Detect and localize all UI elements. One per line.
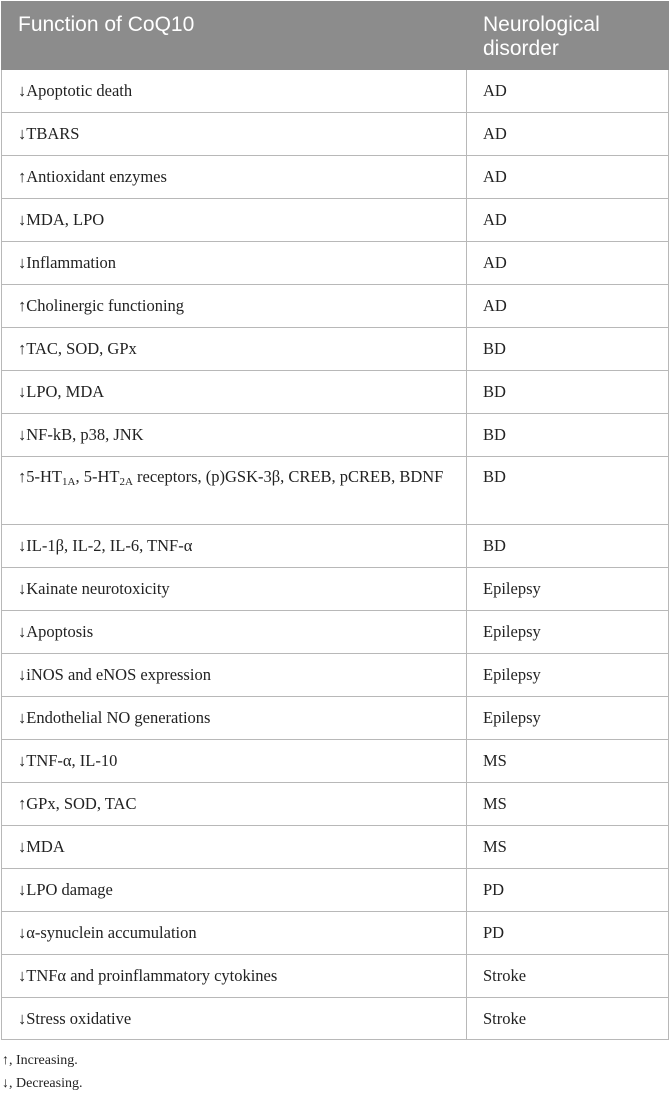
cell-function: ↑GPx, SOD, TAC [2,783,467,826]
cell-disorder: AD [467,113,669,156]
table-row [2,457,669,525]
cell-disorder: PD [467,912,669,955]
table-row [2,328,669,371]
table-row [2,568,669,611]
table-row [2,199,669,242]
cell-disorder: BD [467,525,669,568]
table-header-row [2,2,669,70]
cell-disorder: Epilepsy [467,654,669,697]
table-row [2,156,669,199]
cell-disorder: MS [467,783,669,826]
cell-function: ↓IL-1β, IL-2, IL-6, TNF-α [2,525,467,568]
cell-disorder: AD [467,156,669,199]
cell-function: ↓LPO damage [2,869,467,912]
coq10-function-table [1,1,669,1040]
cell-disorder: PD [467,869,669,912]
cell-disorder: AD [467,70,669,113]
function-text-b: , 5-HT [75,467,120,486]
cell-function: ↓MDA, LPO [2,199,467,242]
table-row [2,955,669,998]
table-row [2,912,669,955]
subscript-1a: 1A [62,476,76,488]
cell-disorder: Epilepsy [467,568,669,611]
table-row [2,285,669,328]
table-row [2,70,669,113]
cell-disorder: Stroke [467,955,669,998]
cell-disorder: BD [467,457,669,525]
table-row [2,783,669,826]
table-row [2,869,669,912]
cell-function [2,457,467,525]
cell-function: ↓MDA [2,826,467,869]
cell-function: ↓Endothelial NO generations [2,697,467,740]
table-row [2,525,669,568]
table-row [2,113,669,156]
cell-function: ↓TBARS [2,113,467,156]
cell-disorder: BD [467,328,669,371]
subscript-2a: 2A [119,476,133,488]
cell-disorder: BD [467,371,669,414]
cell-function: ↓Stress oxidative [2,998,467,1040]
header-function: Function of CoQ10 [2,2,467,70]
cell-function: ↓α-synuclein accumulation [2,912,467,955]
cell-disorder: AD [467,285,669,328]
cell-function: ↑Cholinergic functioning [2,285,467,328]
header-disorder: Neurological disorder [467,2,669,70]
cell-function: ↓Kainate neurotoxicity [2,568,467,611]
table-row [2,371,669,414]
cell-disorder: AD [467,242,669,285]
cell-disorder: MS [467,740,669,783]
table-row [2,998,669,1040]
table-row [2,740,669,783]
cell-disorder: Stroke [467,998,669,1040]
cell-function: ↓Apoptosis [2,611,467,654]
cell-function: ↓iNOS and eNOS expression [2,654,467,697]
cell-disorder: BD [467,414,669,457]
cell-function: ↓Inflammation [2,242,467,285]
cell-function: ↓LPO, MDA [2,371,467,414]
cell-function: ↓Apoptotic death [2,70,467,113]
table-row [2,826,669,869]
cell-function: ↓TNF-α, IL-10 [2,740,467,783]
table-row [2,654,669,697]
table-row [2,414,669,457]
table-row [2,242,669,285]
footnote-increasing: ↑, Increasing. [2,1053,78,1068]
function-text-a: ↑5-HT [18,467,62,486]
table-row [2,611,669,654]
cell-function: ↑TAC, SOD, GPx [2,328,467,371]
cell-function: ↓TNFα and proinflammatory cytokines [2,955,467,998]
footnote-decreasing: ↓, Decreasing. [2,1076,83,1091]
cell-function: ↑Antioxidant enzymes [2,156,467,199]
cell-function: ↓NF-kB, p38, JNK [2,414,467,457]
cell-disorder: MS [467,826,669,869]
cell-disorder: Epilepsy [467,697,669,740]
cell-disorder: AD [467,199,669,242]
table-footnotes [2,1049,82,1095]
table-row [2,697,669,740]
cell-disorder: Epilepsy [467,611,669,654]
function-text-c: receptors, (p)GSK-3β, CREB, pCREB, BDNF [132,467,444,486]
data-table-container [1,1,668,1040]
